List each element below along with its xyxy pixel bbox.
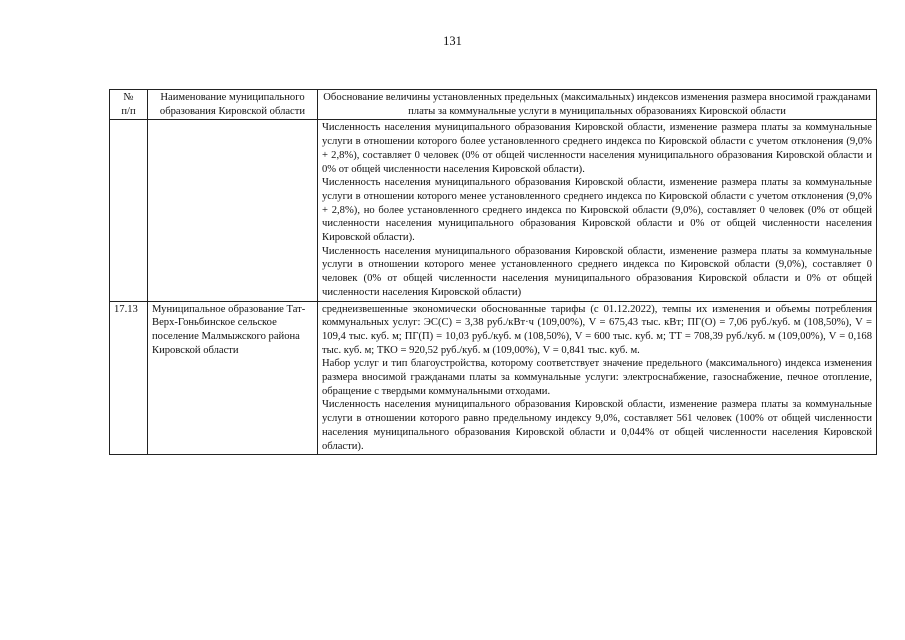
justification-paragraph: Численность населения муниципального образования Кировской области, изменение размера платы за коммунальные услуги в отношении которого равно предельному индексу 9,0%, составляет 561 человек (100% от общей численности населения муниципального образования Кировской области и 0,044% от общей численности населения Кировской области).: [322, 399, 872, 452]
justification-paragraph: Набор услуг и тип благоустройства, которому соответствует значение предельного (максимального) индекса изменения размера вносимой гражданами платы за коммунальные услуги: электроснабжение, газоснабжение, печное отопление, обращение с твердыми коммунальными отходами.: [322, 358, 872, 397]
table-row: [110, 120, 877, 301]
justification-table: [109, 89, 877, 455]
table-header-row: [110, 90, 877, 120]
header-municipality-name: Наименование муниципального образования Кировской области: [148, 90, 318, 120]
row-number: [110, 120, 148, 301]
page-number: 131: [443, 34, 462, 48]
justification-paragraph: Численность населения муниципального образования Кировской области, изменение размера платы за коммунальные услуги в отношении которого менее установленного среднего индекса по Кировской области с учетом отклонения (9,0% + 2,8%), но более установленного среднего индекса по Кировской области (9,0%), составляет 0 человек (0% от общей численности населения муниципального образования Кировской области и 0% от общей численности населения Кировской области).: [322, 177, 872, 244]
municipality-name: [148, 120, 318, 301]
header-justification: Обоснование величины установленных предельных (максимальных) индексов изменения размера вносимой гражданами платы за коммунальные услуги в муниципальных образованиях Кировской области: [318, 90, 877, 120]
justification-paragraph: Численность населения муниципального образования Кировской области, изменение размера платы за коммунальные услуги в отношении которого менее установленного среднего индекса по Кировской области (9,0%), составляет 0 человек (0% от общей численности населения муниципального образования Кировской области и 0% от общей численности населения Кировской области): [322, 245, 872, 298]
row-number: 17.13: [110, 301, 148, 455]
justification-cell: [318, 120, 877, 301]
justification-paragraph: Численность населения муниципального образования Кировской области, изменение размера платы за коммунальные услуги в отношении которого более установленного среднего индекса по Кировской области с учетом отклонения (9,0% + 2,8%), составляет 0 человек (0% от общей численности населения муниципального образования Кировской области и 0% от общей численности населения Кировской области).: [322, 122, 872, 175]
justification-cell: [318, 301, 877, 455]
table-row: [110, 301, 877, 455]
header-number: № п/п: [110, 90, 148, 120]
justification-paragraph: среднеизвешенные экономически обоснованные тарифы (с 01.12.2022), темпы их изменения и объемы потребления коммунальных услуг: ЭС(С) = 3,38 руб./кВт·ч (109,00%), V = 675,43 тыс. кВт; ПГ(О) = 7,06 руб./куб. м (108,50%), V = 109,4 тыс. куб. м; ПГ(П) = 10,03 руб./куб. м (108,50%), V = 600 тыс. куб. м; ТТ = 708,39 руб./куб. м (109,00%), V = 0,168 тыс. куб. м; ТКО = 920,52 руб./куб. м (109,00%), V = 0,841 тыс. куб. м.: [322, 303, 872, 356]
municipality-name: Муниципальное образование Тат-Верх-Гоньбинское сельское поселение Малмыжского района Кировской области: [148, 301, 318, 455]
